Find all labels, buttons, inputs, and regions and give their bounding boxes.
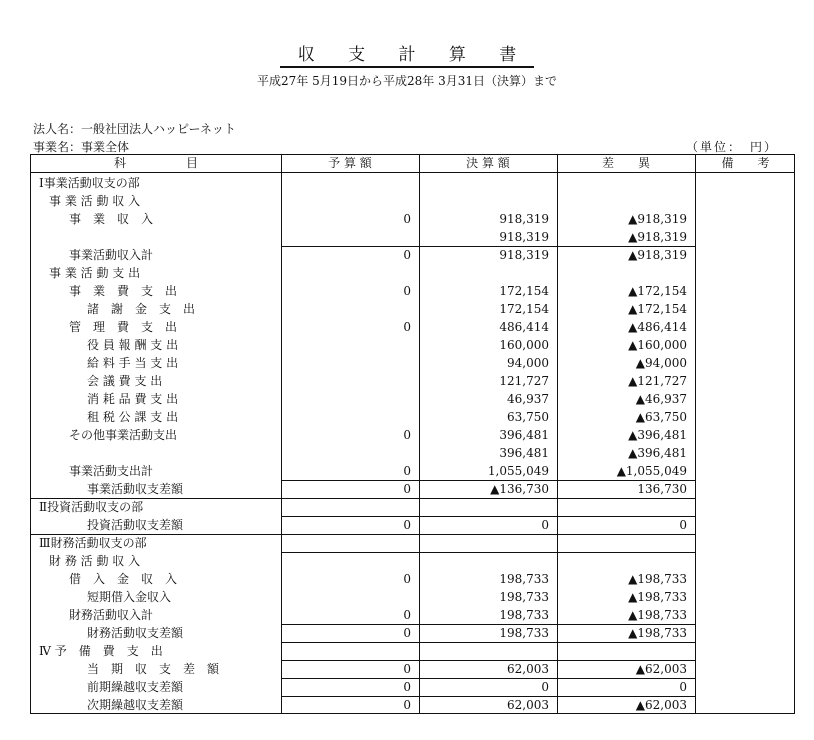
cell-diff: ▲94,000 <box>635 356 687 370</box>
document-title: 収 支 計 算 書 <box>0 40 814 65</box>
cell-budget: 0 <box>403 698 411 712</box>
header-note: 備 考 <box>721 156 770 170</box>
cell-diff: ▲198,733 <box>628 608 687 622</box>
row-label: Ⅰ事業活動収支の部 <box>39 176 140 190</box>
cell-budget: 0 <box>403 320 411 334</box>
cell-budget: 0 <box>403 626 411 640</box>
row-rule <box>281 624 695 625</box>
row-rule <box>281 534 695 535</box>
cell-actual: 918,319 <box>499 248 549 262</box>
cell-actual: 94,000 <box>507 356 549 370</box>
row-label: 会 議 費 支 出 <box>87 374 163 388</box>
cell-diff: ▲918,319 <box>628 230 687 244</box>
row-rule <box>281 696 695 697</box>
cell-diff: ▲160,000 <box>628 338 687 352</box>
cell-actual: 121,727 <box>499 374 549 388</box>
cell-budget: 0 <box>403 518 411 532</box>
row-label: 前期繰越収支差額 <box>87 680 184 694</box>
header-diff: 差 異 <box>601 156 650 170</box>
header-actual: 決 算 額 <box>466 156 510 170</box>
org-name: 法人名：一般社団法人ハッピーネット <box>33 122 236 136</box>
cell-diff: 136,730 <box>637 482 687 496</box>
cell-budget: 0 <box>403 428 411 442</box>
cell-diff: 0 <box>679 518 687 532</box>
statement-table <box>30 154 795 714</box>
cell-actual: 62,003 <box>507 698 549 712</box>
cell-actual: 198,733 <box>499 572 549 586</box>
row-label: Ⅱ投資活動収支の部 <box>39 500 144 514</box>
row-label: 租 税 公 課 支 出 <box>87 410 179 424</box>
cell-diff: ▲63,750 <box>635 410 687 424</box>
cell-diff: ▲62,003 <box>635 698 687 712</box>
row-label: 事業活動収入計 <box>69 248 154 262</box>
cell-budget: 0 <box>403 482 411 496</box>
row-label: 役 員 報 酬 支 出 <box>87 338 179 352</box>
cell-diff: ▲172,154 <box>628 302 687 316</box>
cell-actual: 918,319 <box>499 212 549 226</box>
cell-actual: ▲136,730 <box>490 482 549 496</box>
cell-diff: ▲198,733 <box>628 590 687 604</box>
row-label: 事 業 収 入 <box>69 212 154 226</box>
cell-diff: ▲46,937 <box>635 392 687 406</box>
row-label: 短期借入金収入 <box>87 590 172 604</box>
cell-actual: 0 <box>541 680 549 694</box>
row-label: 管 理 費 支 出 <box>69 320 178 334</box>
row-label: 事業活動支出計 <box>69 464 154 478</box>
row-rule <box>281 516 695 517</box>
cell-actual: 0 <box>541 518 549 532</box>
cell-actual: 198,733 <box>499 590 549 604</box>
row-label: 財務活動収支差額 <box>87 626 184 640</box>
row-rule <box>281 552 695 553</box>
cell-actual: 198,733 <box>499 608 549 622</box>
cell-actual: 46,937 <box>507 392 549 406</box>
col-divider <box>695 155 696 713</box>
row-label: 事 業 活 動 支 出 <box>49 266 141 280</box>
cell-diff: ▲918,319 <box>628 248 687 262</box>
unit-label: （単位： 円） <box>686 140 779 154</box>
row-label: 事 業 活 動 収 入 <box>49 194 141 208</box>
cell-actual: 63,750 <box>507 410 549 424</box>
cell-diff: ▲396,481 <box>628 446 687 460</box>
cell-diff: ▲918,319 <box>628 212 687 226</box>
row-label: 給 料 手 当 支 出 <box>87 356 179 370</box>
row-rule <box>281 480 695 481</box>
cell-diff: ▲62,003 <box>635 662 687 676</box>
row-rule <box>281 660 695 661</box>
row-label: 次期繰越収支差額 <box>87 698 184 712</box>
cell-budget: 0 <box>403 572 411 586</box>
cell-diff: 0 <box>679 680 687 694</box>
cell-diff: ▲396,481 <box>628 428 687 442</box>
row-label: 事 業 費 支 出 <box>69 284 178 298</box>
row-label: 財 務 活 動 収 入 <box>49 554 141 568</box>
cell-budget: 0 <box>403 212 411 226</box>
row-rule <box>281 246 695 247</box>
cell-actual: 486,414 <box>499 320 549 334</box>
row-label: 当 期 収 支 差 額 <box>87 662 220 676</box>
cell-budget: 0 <box>403 662 411 676</box>
cell-actual: 172,154 <box>499 284 549 298</box>
row-label: 投資活動収支差額 <box>87 518 184 532</box>
row-label: 諸 謝 金 支 出 <box>87 302 196 316</box>
row-label: 事業活動収支差額 <box>87 482 184 496</box>
section-rule <box>31 534 281 535</box>
cell-diff: ▲486,414 <box>628 320 687 334</box>
row-label: その他事業活動支出 <box>69 428 178 442</box>
cell-actual: 172,154 <box>499 302 549 316</box>
cell-actual: 160,000 <box>499 338 549 352</box>
row-label: 財務活動収入計 <box>69 608 154 622</box>
cell-diff: ▲172,154 <box>628 284 687 298</box>
cell-diff: ▲1,055,049 <box>616 464 687 478</box>
cell-budget: 0 <box>403 464 411 478</box>
section-rule <box>31 498 281 499</box>
cell-budget: 0 <box>403 284 411 298</box>
cell-budget: 0 <box>403 680 411 694</box>
row-rule <box>281 642 695 643</box>
row-label: Ⅲ財務活動収支の部 <box>39 536 147 550</box>
cell-actual: 396,481 <box>499 446 549 460</box>
cell-diff: ▲198,733 <box>628 626 687 640</box>
row-label: 消 耗 品 費 支 出 <box>87 392 179 406</box>
period-text: 平成27年 5月19日から平成28年 3月31日（決算）まで <box>257 74 557 88</box>
row-rule <box>281 678 695 679</box>
cell-actual: 396,481 <box>499 428 549 442</box>
header-item: 科 目 <box>113 156 198 170</box>
cell-budget: 0 <box>403 608 411 622</box>
cell-actual: 62,003 <box>507 662 549 676</box>
cell-diff: ▲198,733 <box>628 572 687 586</box>
row-rule <box>281 498 695 499</box>
cell-diff: ▲121,727 <box>628 374 687 388</box>
row-label: 借 入 金 収 入 <box>69 572 178 586</box>
cell-actual: 1,055,049 <box>487 464 549 478</box>
header-divider <box>31 172 794 173</box>
cell-budget: 0 <box>403 248 411 262</box>
row-label: Ⅳ 予 備 費 支 出 <box>39 644 163 658</box>
cell-actual: 198,733 <box>499 626 549 640</box>
cell-actual: 918,319 <box>499 230 549 244</box>
business-name: 事業名：事業全体 <box>33 140 130 154</box>
header-budget: 予 算 額 <box>328 156 372 170</box>
